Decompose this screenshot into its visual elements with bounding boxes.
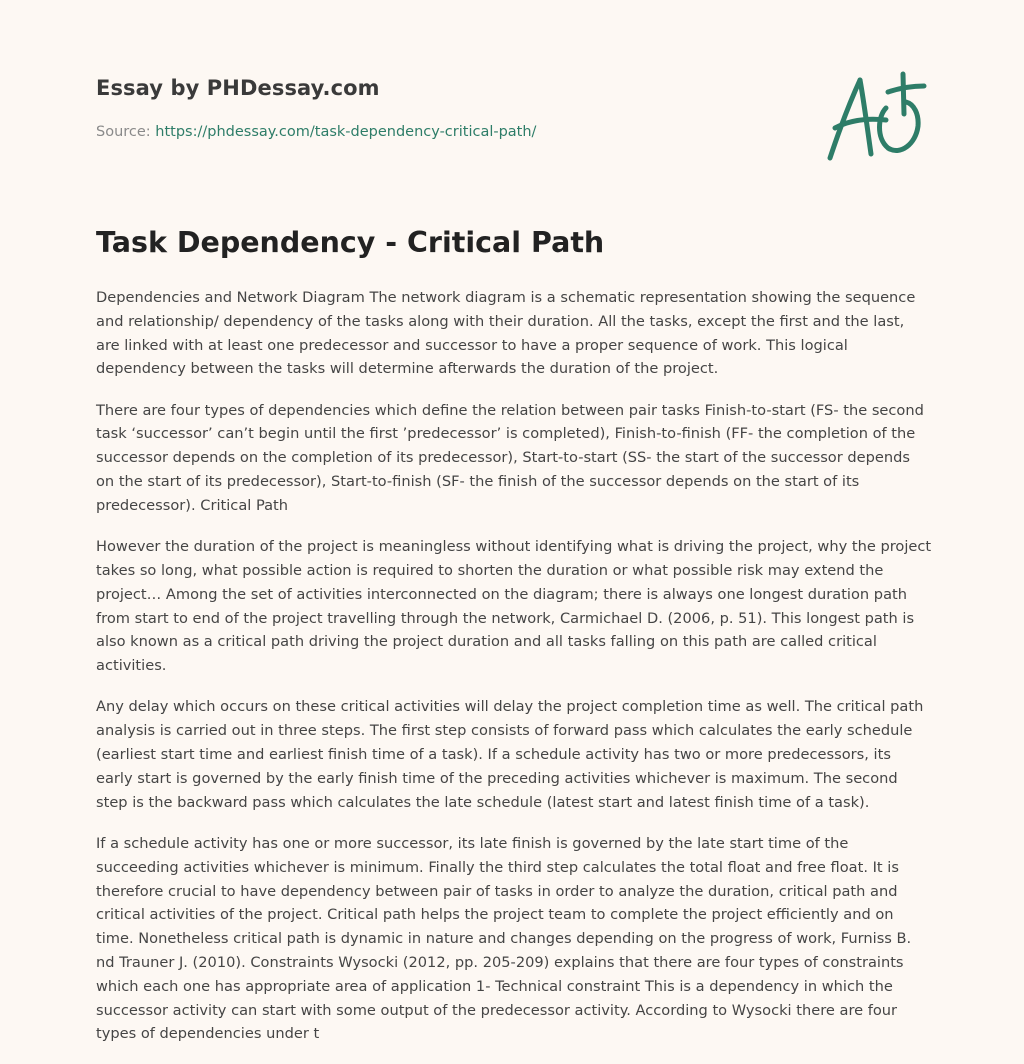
source-label: Source:	[96, 124, 156, 140]
essay-paragraph: Any delay which occurs on these critical activities will delay the project completion time as well. The critical path analysis is carried out in three steps. The first step consists of forward pass which calculates the early schedule (earliest start time and earliest finish time of a task). If a schedule activity has two or more predecessors, its early start is governed by the early finish time of the preceding activities whichever is maximum. The second step is the backward pass which calculates the late schedule (latest start and latest finish time of a task).	[96, 698, 924, 811]
source-link[interactable]: https://phdessay.com/task-dependency-critical-path/	[155, 124, 537, 140]
brand-title: Essay by PHDessay.com	[96, 76, 380, 100]
source-line	[96, 124, 536, 140]
essay-title: Task Dependency - Critical Path	[96, 226, 605, 259]
essay-paragraph: If a schedule activity has one or more successor, its late finish is governed by the late start time of the succeeding activities whichever is minimum. Finally the third step calculates the total float and free float. It is therefore crucial to have dependency between pair of tasks in order to analyze the duration, critical path and critical activities of the project. Critical path helps the project team to complete the project efficiently and on time. Nonetheless critical path is dynamic in nature and changes depending on the progress of work, Furniss B. nd Trauner J. (2010). Constraints Wysocki (2012, pp. 205-209) explains that there are four types of constraints which each one has appropriate area of application 1- Technical constraint This is a dependency in which the successor activity can start with some output of the predecessor activity. According to Wysocki there are four types of dependencies under t	[96, 834, 912, 1043]
essay-paragraph: However the duration of the project is meaningless without identifying what is driving the project, why the project takes so long, what possible action is required to shorten the duration or what possible risk may extend the project… Among the set of activities interconnected on the diagram; there is always one longest duration path from start to end of the project travelling through the network, Carmichael D. (2006, p. 51). This longest path is also known as a critical path driving the project duration and all tasks falling on this path are called critical activities.	[96, 538, 932, 675]
essay-paragraph: There are four types of dependencies which define the relation between pair tasks Finish-to-start (FS- the second task ‘successor’ can’t begin until the first ’predecessor’ is completed), Finish-to-finish (FF- the completion of the successor depends on the completion of its predecessor), Start-to-start (SS- the start of the successor depends on the start of its predecessor), Start-to-finish (SF- the finish of the successor depends on the start of its predecessor). Critical Path	[96, 401, 924, 514]
a-plus-grade-logo-icon	[820, 68, 930, 164]
page-header	[96, 76, 796, 140]
essay-body	[96, 286, 932, 1064]
essay-paragraph: Dependencies and Network Diagram The network diagram is a schematic representation showing the sequence and relationship/ dependency of the tasks along with their duration. All the tasks, except the first and the last, are linked with at least one predecessor and successor to have a proper sequence of work. This logical dependency between the tasks will determine afterwards the duration of the project.	[96, 289, 916, 378]
